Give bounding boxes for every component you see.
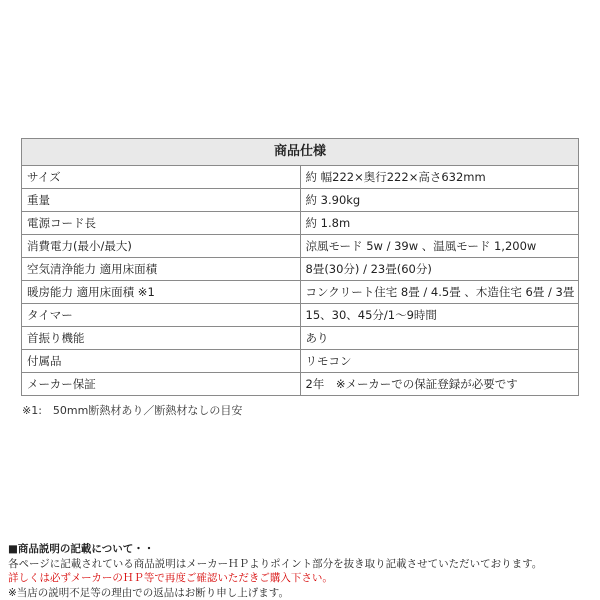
spec-row bbox=[22, 235, 579, 258]
spec-value: 約 3.90kg bbox=[300, 189, 579, 212]
spec-row bbox=[22, 258, 579, 281]
notice-section bbox=[8, 542, 598, 600]
spec-label: 付属品 bbox=[22, 350, 301, 373]
spec-label: 消費電力(最小/最大) bbox=[22, 235, 301, 258]
spec-table-title: 商品仕様 bbox=[22, 139, 579, 166]
spec-table bbox=[21, 138, 579, 396]
spec-label: サイズ bbox=[22, 166, 301, 189]
footnote: ※1: 50mm断熱材あり／断熱材なしの目安 bbox=[22, 404, 243, 417]
spec-label: 重量 bbox=[22, 189, 301, 212]
notice-line-3: ※当店の説明不足等の理由での返品はお断り申し上げます。 bbox=[8, 586, 289, 599]
spec-row bbox=[22, 166, 579, 189]
notice-warning-line: 詳しくは必ずメーカーのＨＰ等で再度ご確認いただきご購入下さい。 bbox=[8, 572, 333, 584]
spec-label: メーカー保証 bbox=[22, 373, 301, 396]
spec-row bbox=[22, 350, 579, 373]
spec-value: あり bbox=[300, 327, 579, 350]
spec-value: 涼風モード 5w / 39w 、温風モード 1,200w bbox=[300, 235, 579, 258]
spec-row bbox=[22, 212, 579, 235]
spec-label: 電源コード長 bbox=[22, 212, 301, 235]
spec-value: 2年 ※メーカーでの保証登録が必要です bbox=[300, 373, 579, 396]
spec-row bbox=[22, 189, 579, 212]
spec-value: 約 1.8m bbox=[300, 212, 579, 235]
spec-label: 空気清浄能力 適用床面積 bbox=[22, 258, 301, 281]
spec-value: リモコン bbox=[300, 350, 579, 373]
notice-line-1: 各ページに記載されている商品説明はメーカーＨＰよりポイント部分を抜き取り記載させていただいております。 bbox=[8, 557, 543, 570]
spec-value: 約 幅222×奥行222×高さ632mm bbox=[300, 166, 579, 189]
spec-table-body bbox=[22, 166, 579, 396]
spec-value: 15、30、45分/1～9時間 bbox=[300, 304, 579, 327]
spec-label: 首振り機能 bbox=[22, 327, 301, 350]
spec-row bbox=[22, 327, 579, 350]
spec-row bbox=[22, 373, 579, 396]
notice-heading: ■商品説明の記載について・・ bbox=[8, 543, 155, 555]
spec-label: 暖房能力 適用床面積 ※1 bbox=[22, 281, 301, 304]
spec-row bbox=[22, 304, 579, 327]
spec-label: タイマー bbox=[22, 304, 301, 327]
spec-value: 8畳(30分) / 23畳(60分) bbox=[300, 258, 579, 281]
spec-value: コンクリート住宅 8畳 / 4.5畳 、木造住宅 6畳 / 3畳 bbox=[300, 281, 579, 304]
spec-row bbox=[22, 281, 579, 304]
